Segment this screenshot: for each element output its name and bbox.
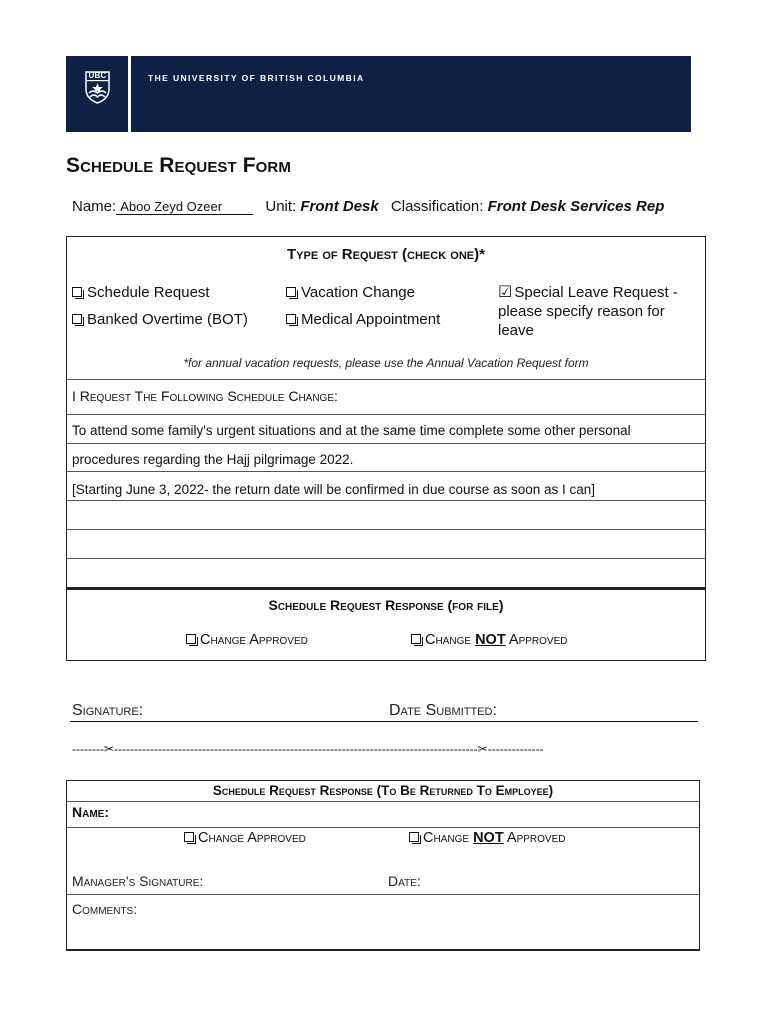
unit-value: Front Desk — [300, 198, 379, 215]
manager-signature-label[interactable]: Manager's Signature: — [72, 873, 204, 889]
checkbox-icon[interactable] — [286, 287, 296, 297]
checkbox-icon[interactable] — [72, 314, 82, 324]
not-approved-prefix: Change — [425, 632, 472, 648]
option-banked-overtime[interactable] — [72, 311, 248, 328]
checkbox-icon[interactable] — [409, 832, 419, 842]
checkbox-icon[interactable] — [72, 287, 82, 297]
checkbox-icon[interactable] — [411, 634, 421, 644]
checkbox-icon[interactable] — [186, 634, 196, 644]
employee-info-line — [72, 198, 664, 215]
classification-label: Classification: — [390, 198, 484, 215]
schedule-change-heading: I Request The Following Schedule Change: — [72, 388, 338, 404]
option-label: Vacation Change — [301, 284, 415, 301]
row-divider — [66, 801, 700, 802]
approved-label: Change Approved — [200, 632, 308, 648]
page-title: Schedule Request Form — [66, 154, 291, 177]
option-label: Schedule Request — [87, 284, 210, 301]
signature-label[interactable]: Signature: — [72, 702, 144, 719]
row-divider — [66, 414, 706, 415]
not-word: NOT — [475, 632, 506, 648]
row-divider — [66, 558, 706, 559]
row-divider — [66, 500, 706, 501]
approved-label: Change Approved — [198, 830, 306, 846]
row-divider — [66, 379, 706, 380]
response-return-title: Schedule Request Response (To Be Returned To Employee) — [212, 783, 554, 798]
university-name: THE UNIVERSITY OF BRITISH COLUMBIA — [148, 73, 365, 83]
response-return-box — [66, 780, 700, 951]
schedule-change-line[interactable]: [Starting June 3, 2022- the return date will be confirmed in due course as soon as I can] — [72, 482, 596, 497]
option-label: Banked Overtime (BOT) — [87, 311, 248, 328]
ubc-banner — [66, 56, 691, 132]
schedule-change-line[interactable]: procedures regarding the Hajj pilgrimage 2022. — [72, 452, 354, 467]
checkbox-icon[interactable] — [184, 832, 194, 842]
file-change-not-approved[interactable] — [411, 632, 568, 648]
option-label: Medical Appointment — [301, 311, 441, 328]
not-approved-suffix: Approved — [506, 830, 566, 846]
banner-divider — [128, 56, 131, 132]
unit-label: Unit: — [265, 198, 297, 215]
row-divider — [66, 894, 700, 895]
crest-text: UBC — [88, 71, 107, 80]
row-divider — [66, 827, 700, 828]
crest-area — [66, 56, 128, 132]
row-divider — [66, 443, 706, 444]
option-medical-appointment[interactable] — [286, 311, 440, 328]
row-divider — [66, 529, 706, 530]
option-schedule-request[interactable] — [72, 284, 210, 301]
return-change-approved[interactable] — [184, 830, 306, 846]
not-approved-suffix: Approved — [508, 632, 568, 648]
response-file-title: Schedule Request Response (for file) — [268, 597, 504, 613]
not-word: NOT — [473, 830, 504, 846]
option-label: Special Leave Request - please specify reason for leave — [498, 284, 678, 339]
signature-rule — [70, 721, 698, 722]
scissors-cut-line: --------✂-------------------------------------------------------------------------------------------✂-------------- — [72, 742, 544, 756]
checked-checkbox-icon[interactable]: ☑ — [498, 284, 513, 301]
name-field[interactable]: Aboo Zeyd Ozeer — [116, 199, 253, 215]
comments-label[interactable]: Comments: — [72, 901, 138, 917]
vacation-note: *for annual vacation requests, please use the Annual Vacation Request form — [183, 356, 589, 370]
schedule-change-line[interactable]: To attend some family's urgent situations and at the same time complete some other personal — [72, 423, 631, 438]
request-type-title: Type of Request (check one)* — [287, 246, 485, 263]
return-name-label[interactable]: Name: — [72, 804, 109, 820]
date-submitted-label[interactable]: Date Submitted: — [389, 702, 497, 719]
option-vacation-change[interactable] — [286, 284, 415, 301]
return-change-not-approved[interactable] — [409, 830, 566, 846]
row-divider — [66, 471, 706, 472]
not-approved-prefix: Change — [423, 830, 470, 846]
checkbox-icon[interactable] — [286, 314, 296, 324]
name-label: Name: — [72, 198, 117, 215]
classification-value: Front Desk Services Rep — [487, 198, 665, 215]
option-special-leave[interactable] — [498, 283, 703, 340]
file-change-approved[interactable] — [186, 632, 308, 648]
return-date-label[interactable]: Date: — [388, 873, 421, 889]
